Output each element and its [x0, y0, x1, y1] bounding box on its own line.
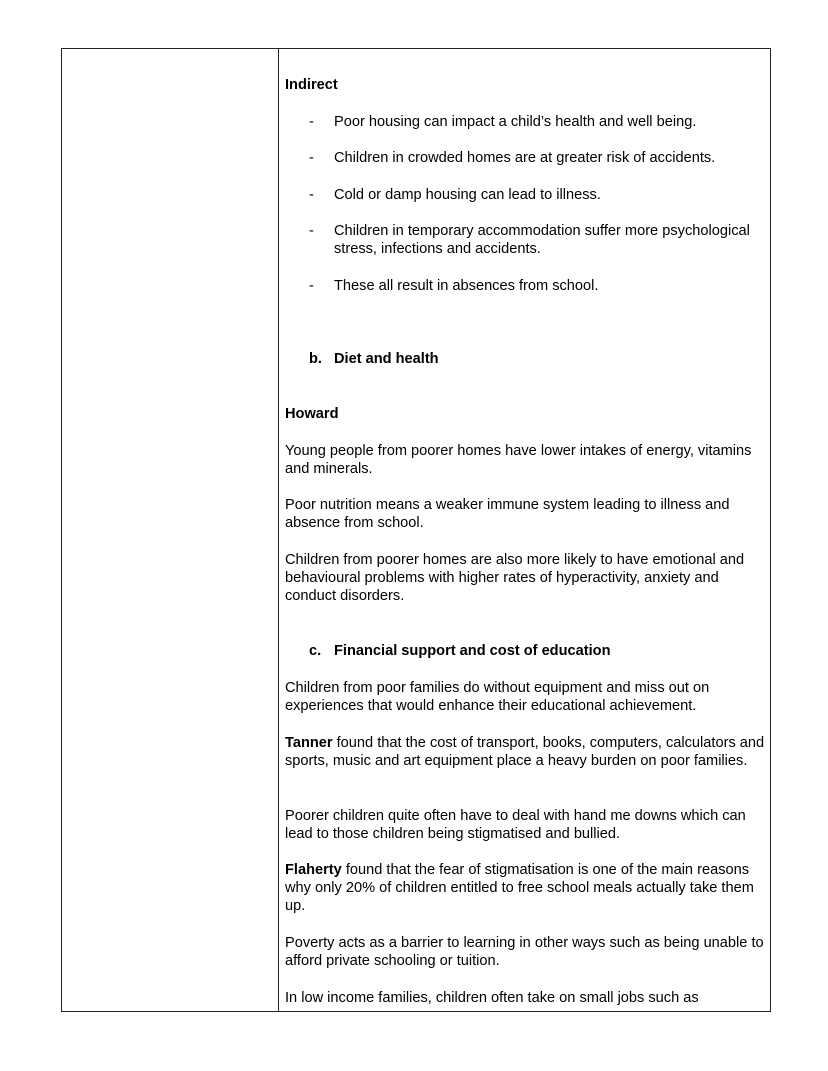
heading-indirect: Indirect [285, 77, 338, 93]
list-item-text: Poor housing can impact a child’s health and well being. [334, 114, 697, 130]
paragraph [285, 679, 767, 715]
paragraph: Children from poorer homes are also more likely to have emotional and behavioural problems with higher rates of hyperactivity, anxiety and conduct disorders. [285, 552, 745, 605]
dash-bullet-icon: - [309, 223, 314, 239]
list-marker: c. [309, 643, 322, 659]
paragraph: Poor nutrition means a weaker immune system leading to illness and absence from school. [285, 497, 730, 532]
paragraph [285, 934, 767, 970]
author-howard: Howard [285, 406, 339, 422]
list-marker: b. [309, 351, 322, 367]
list-item-text: Children in temporary accommodation suffer more psychological stress, infections and accidents. [334, 223, 750, 258]
paragraph-text: Poverty acts as a barrier to learning in other ways such as being unable to afford private schooling or tuition. [285, 935, 764, 970]
paragraph-text: found that the cost of transport, books, computers, calculators and sports, music and art equipment place a heavy burden on poor families. [285, 735, 765, 770]
subheading-text: Diet and health [334, 351, 439, 367]
paragraph-text: Children from poor families do without equipment and miss out on experiences that would enhance their educational achievement. [285, 680, 710, 715]
paragraph-text: Poorer children quite often have to deal with hand me downs which can lead to those children being stigmatised and bullied. [285, 808, 746, 843]
table-left-cell [62, 49, 279, 1011]
paragraph-text: In low income families, children often take on small jobs such as [285, 990, 699, 1006]
subheading-text: Financial support and cost of education [334, 643, 611, 659]
dash-bullet-icon: - [309, 278, 314, 294]
list-item-text: Children in crowded homes are at greater risk of accidents. [334, 150, 716, 166]
list-item-text: These all result in absences from school. [334, 278, 599, 294]
document-table [61, 48, 771, 1012]
paragraph [285, 989, 767, 1007]
dash-bullet-icon: - [309, 114, 314, 130]
list-item-text: Cold or damp housing can lead to illness. [334, 187, 601, 203]
author-tanner: Tanner [285, 735, 333, 751]
author-flaherty: Flaherty [285, 862, 342, 878]
paragraph-text: found that the fear of stigmatisation is one of the main reasons why only 20% of children entitled to free school meals actually take them up. [285, 862, 754, 915]
paragraph [285, 734, 767, 770]
dash-bullet-icon: - [309, 150, 314, 166]
table-right-cell [279, 49, 770, 1011]
paragraph: Young people from poorer homes have lower intakes of energy, vitamins and minerals. [285, 443, 752, 478]
paragraph [285, 861, 767, 916]
dash-bullet-icon: - [309, 187, 314, 203]
paragraph [285, 807, 767, 843]
